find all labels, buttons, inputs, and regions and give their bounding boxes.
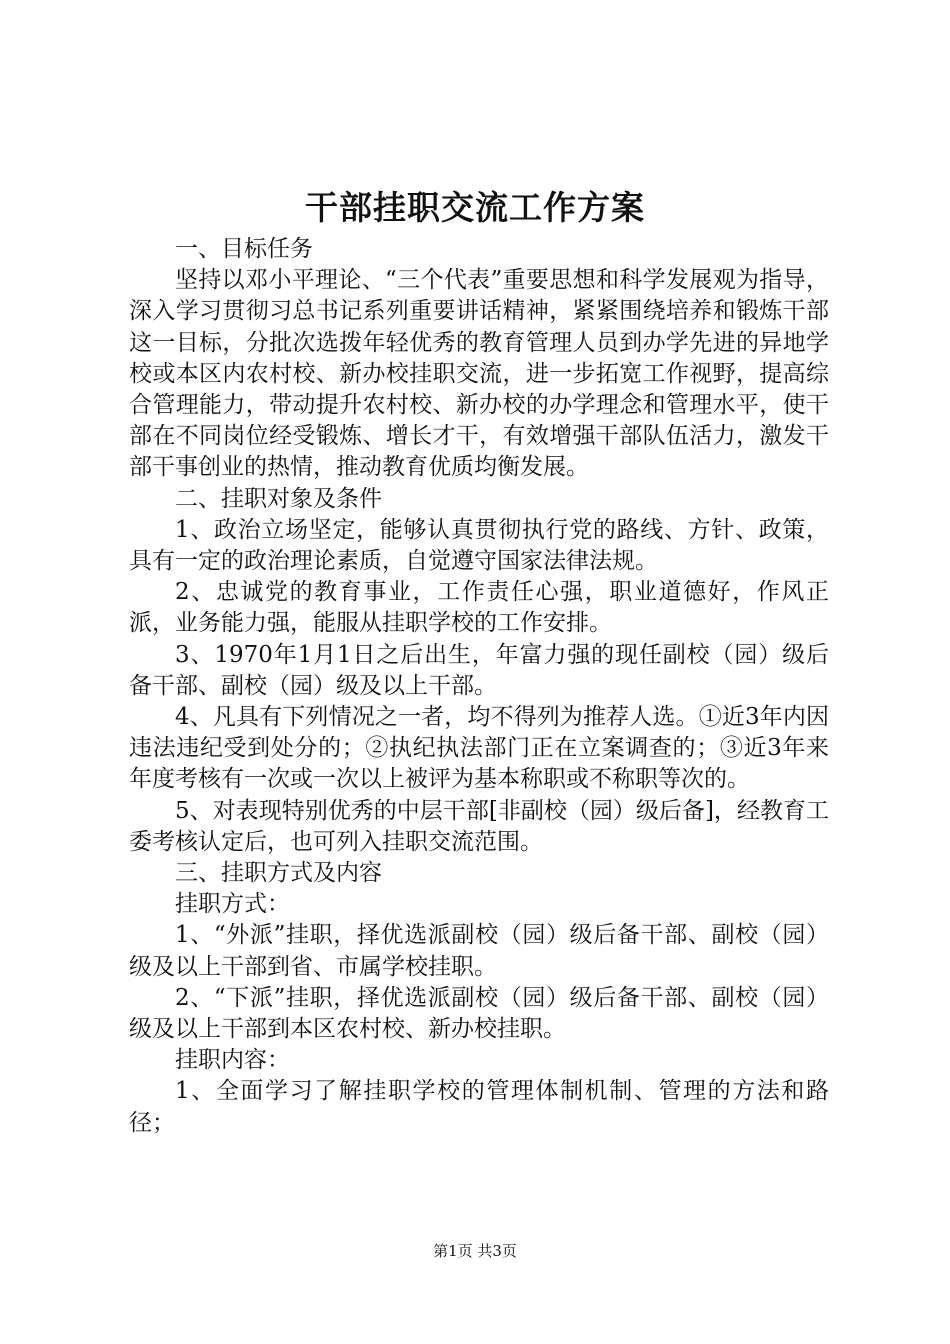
paragraph: 坚持以邓小平理论、“三个代表”重要思想和科学发展观为指导，深入学习贯彻习总书记系列重要讲话精神，紧紧围绕培养和锻炼干部这一目标，分批次选拨年轻优秀的教育管理人员到办学先进的异地学校或本区内农村校、新办校挂职交流，进一步拓宽工作视野，提高综合管理能力，带动提升农村校、新办校的办学理念和管理水平，使干部在不同岗位经受锻炼、增长才干，有效增强干部队伍活力，激发干部干事创业的热情，推动教育优质均衡发展。 bbox=[129, 267, 829, 481]
paragraph: 2、“下派”挂职，择优选派副校（园）级后备干部、副校（园）级及以上干部到本区农村校、新办校挂职。 bbox=[129, 984, 829, 1043]
paragraph: 4、凡具有下列情况之一者，均不得列为推荐人选。①近3年内因违法违纪受到处分的；②执纪执法部门正在立案调查的；③近3年来年度考核有一次或一次以上被评为基本称职或不称职等次的。 bbox=[129, 704, 829, 793]
section-heading: 三、挂职方式及内容 bbox=[175, 860, 382, 887]
subheading: 挂职内容： bbox=[175, 1047, 290, 1074]
paragraph: 2、忠诚党的教育事业，工作责任心强，职业道德好，作风正派，业务能力强，能服从挂职学校的工作安排。 bbox=[129, 579, 829, 637]
document-title: 干部挂职交流工作方案 bbox=[305, 188, 645, 227]
paragraph: 1、全面学习了解挂职学校的管理体制机制、管理的方法和路径； bbox=[129, 1078, 829, 1136]
page-number-footer: 第1页 共3页 bbox=[433, 1242, 517, 1260]
section-heading: 二、挂职对象及条件 bbox=[175, 485, 382, 512]
paragraph: 5、对表现特别优秀的中层干部[非副校（园）级后备]，经教育工委考核认定后，也可列入挂职交流范围。 bbox=[129, 797, 829, 855]
document-body bbox=[129, 234, 829, 1139]
paragraph: 1、政治立场坚定，能够认真贯彻执行党的路线、方针、政策，具有一定的政治理论素质，自觉遵守国家法律法规。 bbox=[129, 516, 829, 575]
paragraph: 1、“外派”挂职，择优选派副校（园）级后备干部、副校（园）级及以上干部到省、市属学校挂职。 bbox=[129, 922, 829, 980]
section-heading: 一、目标任务 bbox=[175, 236, 313, 262]
subheading: 挂职方式： bbox=[175, 891, 290, 918]
paragraph: 3、1970年1月1日之后出生，年富力强的现任副校（园）级后备干部、副校（园）级及以上干部。 bbox=[129, 641, 829, 699]
